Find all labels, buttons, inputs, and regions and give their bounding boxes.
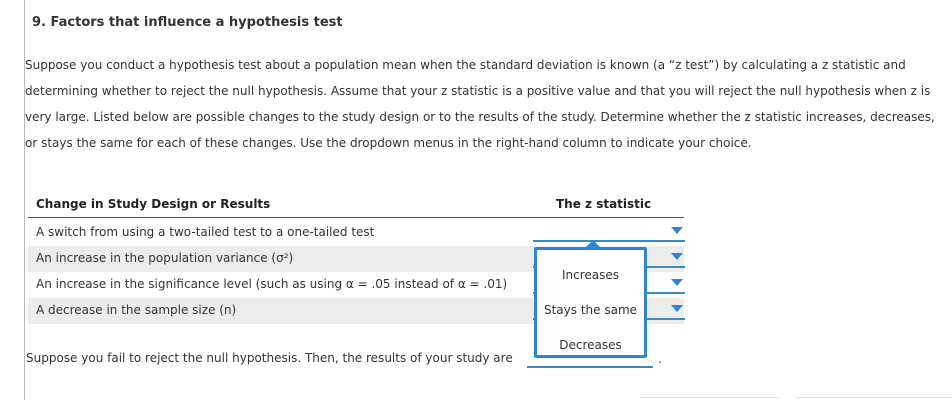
row-label: An increase in the population variance (σ²) — [36, 251, 294, 265]
option-decreases[interactable]: Decreases — [559, 338, 622, 352]
option-stays-the-same[interactable]: Stays the same — [543, 303, 638, 317]
chevron-down-icon[interactable] — [671, 253, 683, 260]
question-title: 9. Factors that influence a hypothesis test — [32, 15, 343, 30]
question-paragraph: Suppose you conduct a hypothesis test about a population mean when the standard deviation is known (a “z test”) by calculating a z statistic and determining whether to reject the null hypothesis. Assume that your z statistic is a positive value and that you will reject the null hypothesis when z is very large. Listed below are possible changes to the study design or to the results of the study. Determine whether the z statistic increases, decreases, or stays the same for each of these changes. Use the dropdown menus in the right-hand column to indicate your choice. — [25, 58, 935, 150]
header-divider — [28, 217, 684, 218]
row-label: A decrease in the sample size (n) — [36, 303, 237, 317]
bottom-question-text: Suppose you fail to reject the null hypothesis. Then, the results of your study are — [26, 351, 513, 365]
chevron-down-icon[interactable] — [671, 279, 683, 286]
sentence-period: . — [658, 352, 662, 366]
row-label: An increase in the significance level (such as using α = .05 instead of α = .01) — [36, 277, 508, 291]
z-statistic-dropdown[interactable] — [533, 222, 685, 242]
divider — [795, 397, 952, 398]
chevron-down-icon[interactable] — [671, 227, 683, 234]
column-header-z-statistic: The z statistic — [556, 197, 652, 211]
chevron-down-icon[interactable] — [671, 305, 683, 312]
row-label: A switch from using a two-tailed test to a one-tailed test — [36, 225, 375, 239]
option-increases[interactable]: Increases — [561, 268, 620, 282]
column-header-change: Change in Study Design or Results — [36, 197, 271, 211]
dropdown-options-popup — [534, 247, 647, 358]
divider — [640, 397, 780, 398]
